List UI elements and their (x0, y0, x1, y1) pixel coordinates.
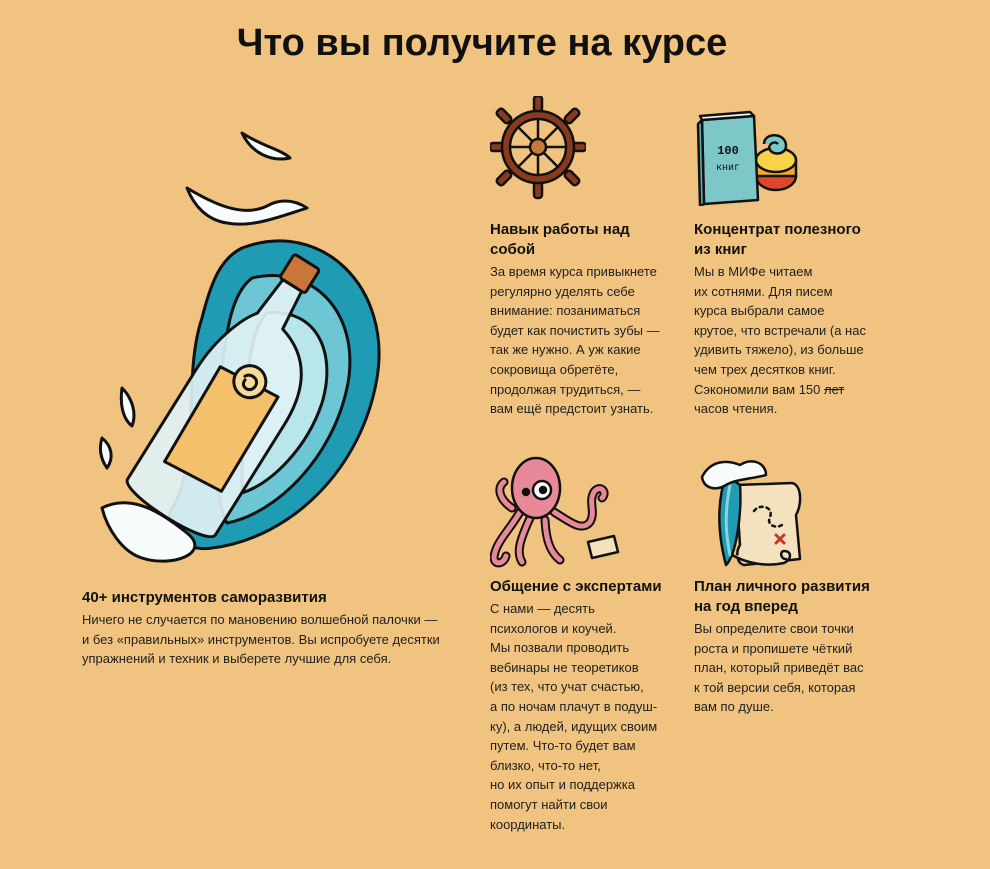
feature-books-struck-word: лет (824, 381, 845, 397)
feature-experts (490, 577, 690, 834)
feature-books (694, 220, 894, 419)
octopus-icon (490, 452, 620, 570)
treasure-map-icon (696, 455, 806, 570)
feature-self-work (490, 220, 690, 419)
feature-books-text-before: Мы в МИФе читаем их сотнями. Для писем курса выбрали самое крутое, что встречали (а нас удивить тяжело), из больше чем трех десятков книг. Сэкономили вам 150 (694, 264, 866, 397)
page-title: Что вы получите на курсе (236, 22, 728, 64)
feature-self-work-title: Навык работы над собой (490, 221, 630, 258)
book-number-label: 100 (717, 144, 739, 158)
feature-experts-title: Общение с экспертами (490, 578, 662, 595)
feature-plan (694, 577, 894, 717)
feature-books-text (694, 262, 894, 419)
book-stack-icon (694, 110, 798, 206)
feature-plan-title: План личного развития на год вперед (694, 578, 870, 615)
feature-tools (82, 588, 482, 669)
bottle-wave-icon (92, 128, 392, 568)
feature-tools-text: Ничего не случается по мановению волшебной палочки — и без «правильных» инструментов. Вы испробуете десятки упражнений и техник и выберете лучшие для себя. (82, 612, 440, 667)
feature-plan-text: Вы определите свои точки роста и пропишете чёткий план, который приведёт вас к той версии себя, которая вам по душе. (694, 621, 864, 715)
ship-wheel-icon (490, 96, 586, 200)
feature-books-text-after: часов чтения. (694, 401, 778, 417)
feature-books-title: Концентрат полезного из книг (694, 221, 861, 258)
book-word-label: книг (715, 163, 741, 174)
feature-self-work-text: За время курса привыкнете регулярно уделять себе внимание: позаниматься будет как почистить зубы — так же нужно. А уж какие сокровища обретёте, продолжая трудиться, — вам ещё предстоит узнать. (490, 264, 660, 417)
feature-experts-text: С нами — десять психологов и коучей. Мы позвали проводить вебинары не теоретиков (из тех, что учат счастью, а по ночам плачут в подуш- ку), а людей, идущих своим путем. Что-то будет вам близко, что-то нет, но их опыт и поддержка помогут найти свои координаты. (490, 601, 658, 832)
feature-tools-title: 40+ инструментов саморазвития (82, 589, 327, 606)
